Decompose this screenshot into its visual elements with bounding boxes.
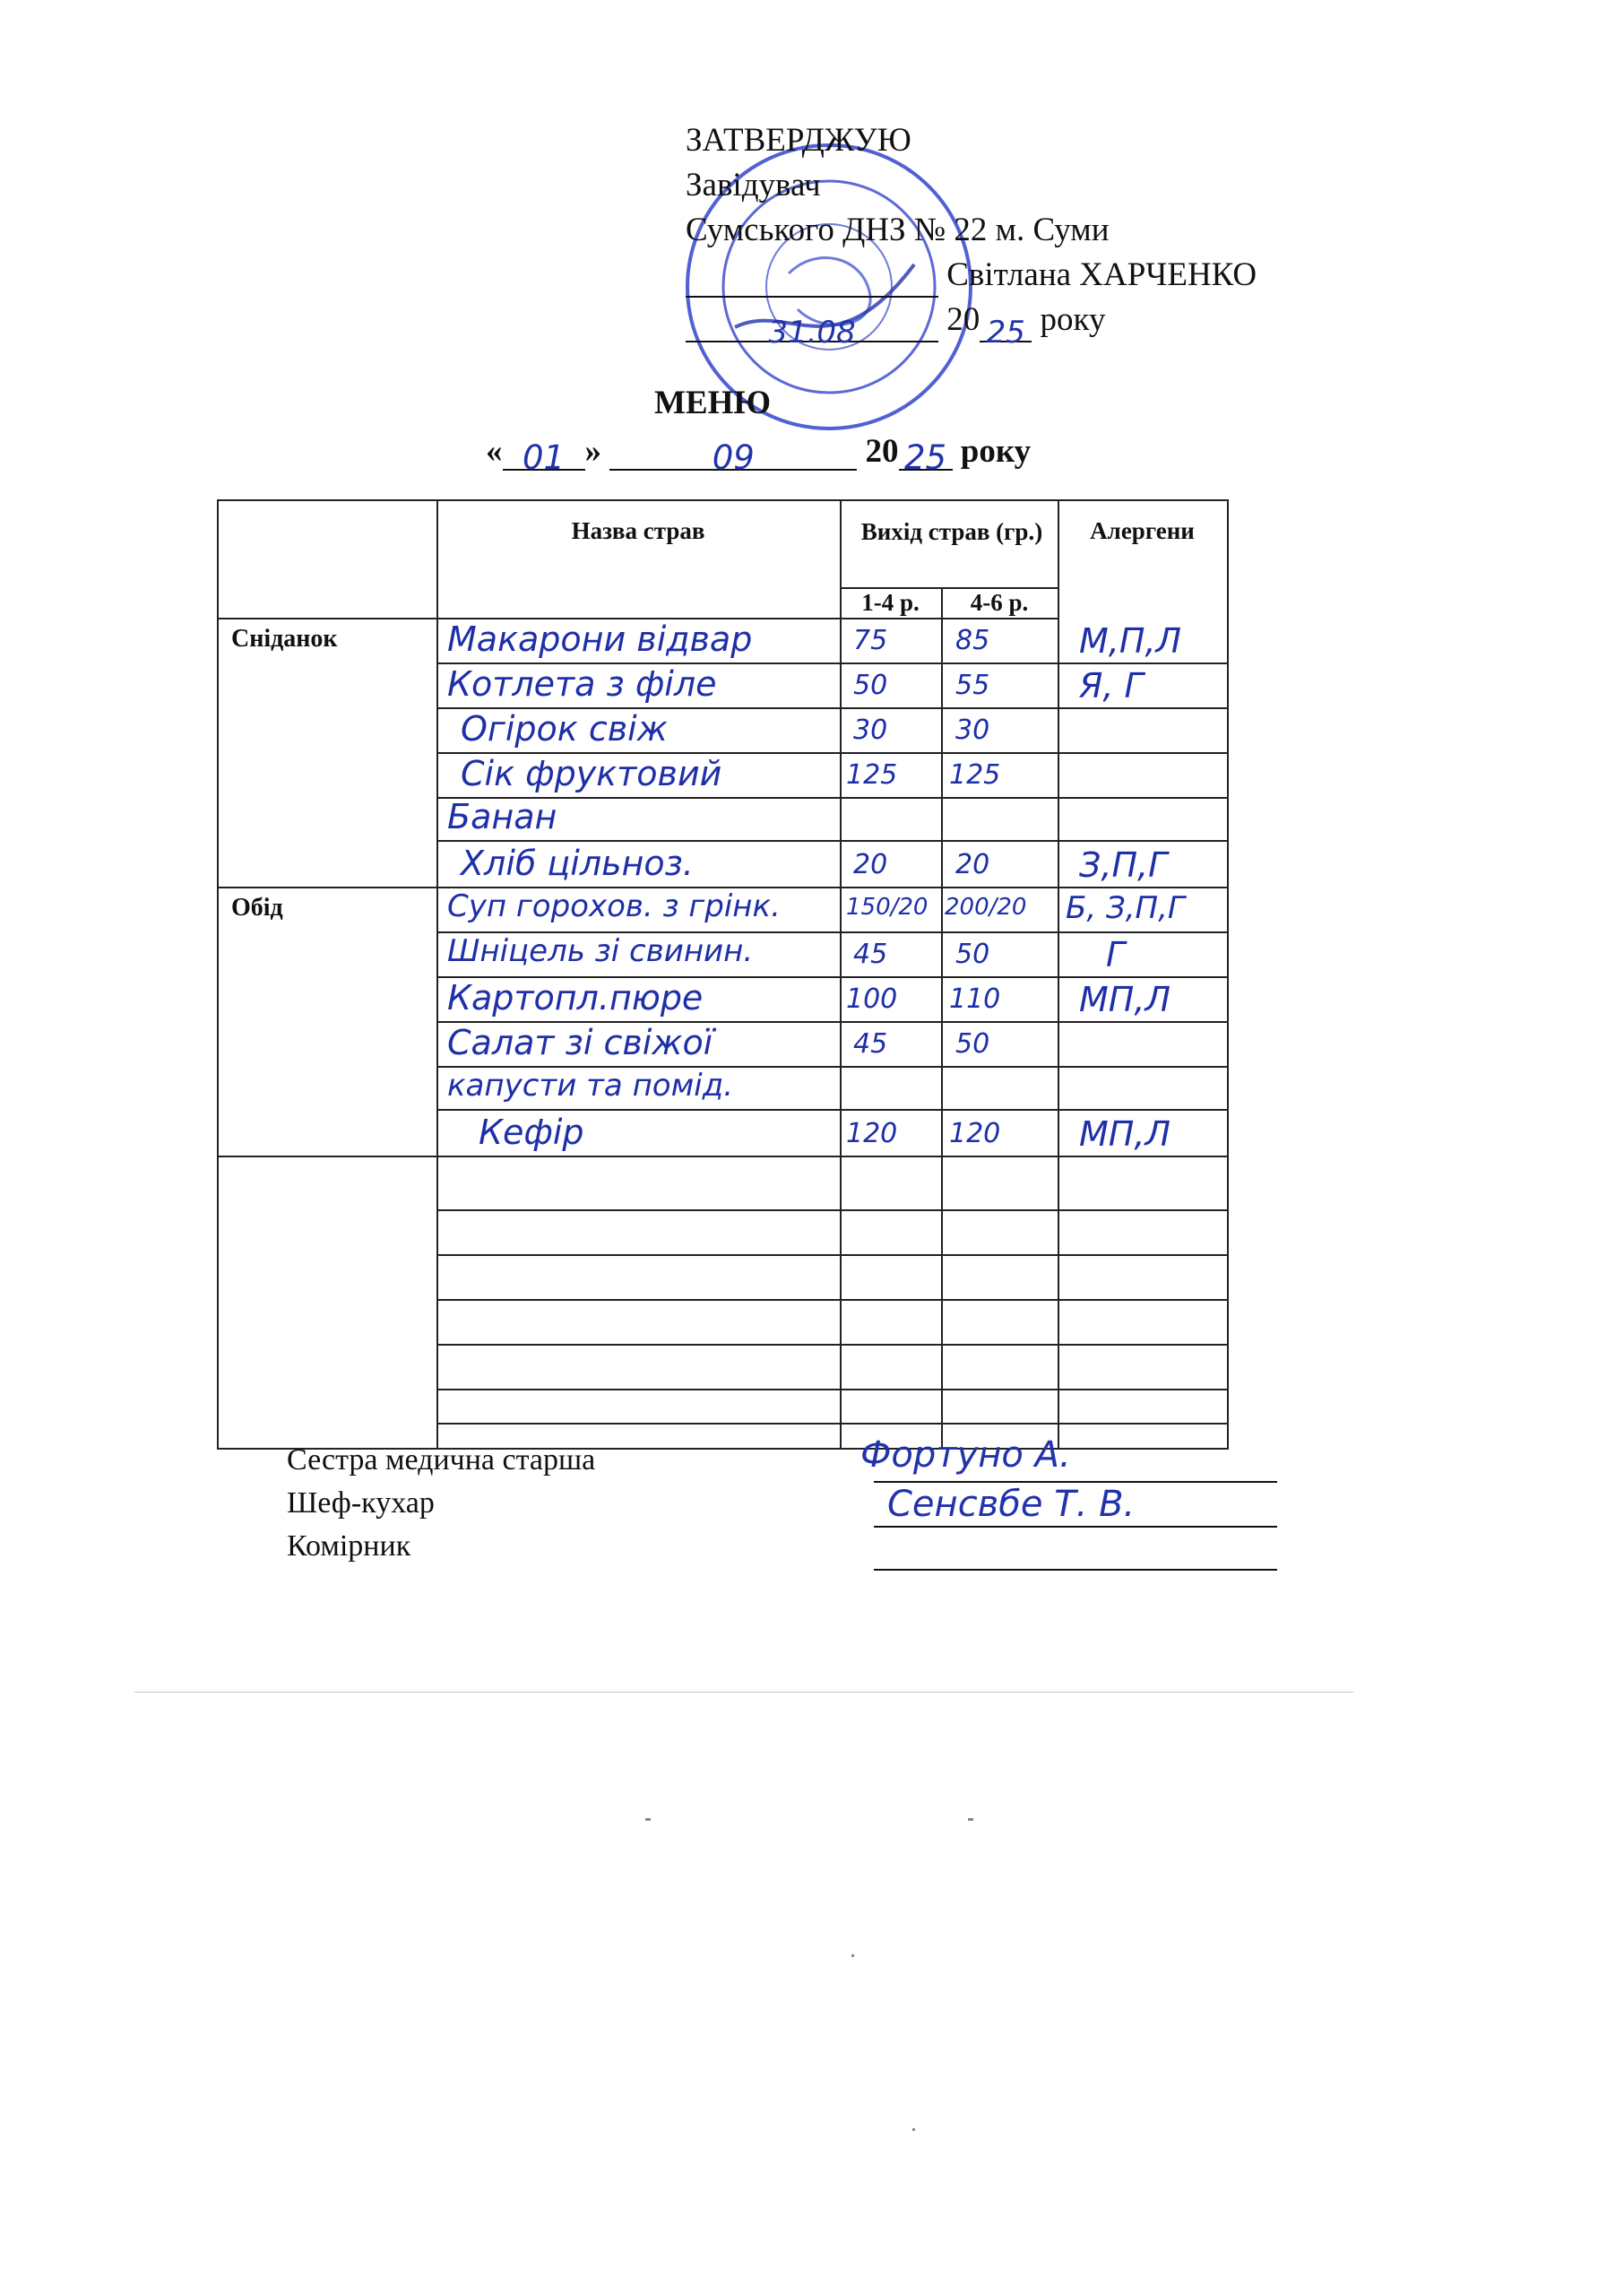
scan-speck [645, 1818, 651, 1821]
yield-4-6-cell: 110 [949, 983, 1001, 1015]
scan-speck [851, 1954, 854, 1957]
allergen-cell: З,П,Г [1079, 845, 1168, 885]
approval-year-suffix: року [1040, 301, 1106, 338]
yield-4-6-cell: 50 [955, 939, 990, 970]
allergen-cell: Г [1106, 935, 1126, 974]
page-fold-line [134, 1692, 1353, 1693]
yield-1-4-cell: 45 [853, 1028, 888, 1060]
dish-cell: Шніцель зі свинин. [447, 933, 754, 969]
yield-4-6-cell: 50 [955, 1028, 990, 1060]
header-dish-name: Назва страв [571, 517, 705, 544]
yield-4-6-cell: 30 [955, 714, 990, 746]
header-yield: Вихід страв (гр.) [860, 518, 1043, 545]
yield-4-6-cell: 120 [949, 1118, 1001, 1149]
yield-4-6-cell: 85 [955, 625, 990, 656]
meal-lunch-label: Обід [231, 894, 283, 922]
approver-position: Завідувач [686, 167, 821, 204]
yield-4-6-cell: 55 [955, 670, 990, 701]
approval-block [686, 118, 1257, 351]
head-signature-line [686, 265, 938, 298]
dish-cell: Суп горохов. з грінк. [447, 888, 781, 924]
yield-1-4-cell: 150/20 [846, 894, 929, 921]
allergen-cell: М,П,Л [1079, 621, 1182, 661]
dish-cell: Огірок свіж [461, 709, 668, 749]
yield-1-4-cell: 75 [853, 625, 888, 656]
menu-date-line [486, 432, 1032, 477]
yield-4-6-cell: 200/20 [945, 894, 1027, 921]
col-divider [840, 501, 842, 1448]
chef-signature-line [874, 1526, 1277, 1528]
nurse-signature: Фортуно А. [860, 1434, 1071, 1476]
dish-cell: Сік фруктовий [461, 754, 722, 793]
yield-1-4-cell: 50 [853, 670, 888, 701]
signers-block [287, 1439, 595, 1568]
header-age-1-4: 1-4 р. [861, 589, 920, 616]
head-name: Світлана ХАРЧЕНКО [946, 256, 1257, 293]
nurse-title: Сестра медична старша [287, 1443, 596, 1477]
row-divider [436, 1423, 1227, 1425]
storekeeper-signature-line [874, 1569, 1277, 1571]
row-divider [436, 840, 1227, 842]
menu-table [217, 499, 1229, 1450]
menu-day: 01 [503, 438, 585, 471]
approval-date-handwritten: 31.08 [686, 310, 938, 342]
dish-cell: Салат зі свіжої [447, 1023, 713, 1062]
scan-speck [968, 1818, 973, 1821]
header-age-4-6: 4-6 р. [970, 589, 1029, 616]
approval-year-prefix: 20 [946, 301, 980, 338]
menu-title: МЕНЮ [654, 385, 772, 421]
row-divider [436, 1109, 1227, 1111]
chef-signature: Сенсвбе Т. В. [887, 1484, 1136, 1525]
allergen-cell: МП,Л [1079, 980, 1171, 1019]
approval-year-handwritten: 25 [980, 310, 1032, 342]
header-allergens: Алергени [1090, 517, 1195, 544]
storekeeper-title: Комірник [287, 1529, 411, 1563]
yield-1-4-cell: 125 [846, 759, 898, 791]
yield-4-6-cell: 125 [949, 759, 1001, 791]
row-divider [436, 1299, 1227, 1301]
menu-month: 09 [609, 438, 857, 471]
menu-year: 25 [899, 438, 953, 471]
row-divider [436, 1209, 1227, 1211]
col-divider [1058, 501, 1059, 1448]
yield-1-4-cell: 120 [846, 1118, 898, 1149]
head-name-line [686, 253, 1257, 298]
yield-1-4-cell: 20 [853, 849, 888, 880]
yield-1-4-cell: 30 [853, 714, 888, 746]
dish-cell: Котлета з філе [447, 664, 717, 704]
approval-date-line [686, 298, 1257, 351]
dish-cell: Хліб цільноз. [461, 844, 694, 883]
dish-cell: Банан [447, 797, 557, 836]
meal-breakfast-label: Сніданок [231, 625, 338, 653]
row-divider [436, 1344, 1227, 1346]
row-divider [436, 1254, 1227, 1256]
nurse-signature-line [874, 1481, 1277, 1483]
close-quote: » [584, 433, 601, 470]
chef-title: Шеф-кухар [287, 1486, 435, 1520]
dish-cell: Макарони відвар [447, 619, 753, 659]
open-quote: « [486, 433, 503, 470]
allergen-cell: МП,Л [1079, 1114, 1171, 1154]
approve-word: ЗАТВЕРДЖУЮ [686, 122, 911, 159]
yield-1-4-cell: 45 [853, 939, 888, 970]
col-divider [436, 501, 438, 1448]
col-divider [941, 587, 943, 1448]
yield-1-4-cell: 100 [846, 983, 898, 1015]
allergen-cell: Я, Г [1079, 666, 1144, 706]
menu-year-suffix: року [960, 433, 1032, 470]
row-divider [436, 1389, 1227, 1390]
scan-speck [912, 2128, 915, 2131]
menu-year-prefix: 20 [865, 433, 899, 470]
row-divider [219, 1156, 1227, 1157]
yield-4-6-cell: 20 [955, 849, 990, 880]
dish-cell: Кефір [479, 1113, 584, 1152]
institution-name: Сумського ДНЗ № 22 м. Суми [686, 212, 1110, 248]
allergen-cell: Б, З,П,Г [1066, 890, 1185, 926]
dish-cell: капусти та помід. [447, 1068, 734, 1104]
dish-cell: Картопл.пюре [447, 978, 704, 1018]
